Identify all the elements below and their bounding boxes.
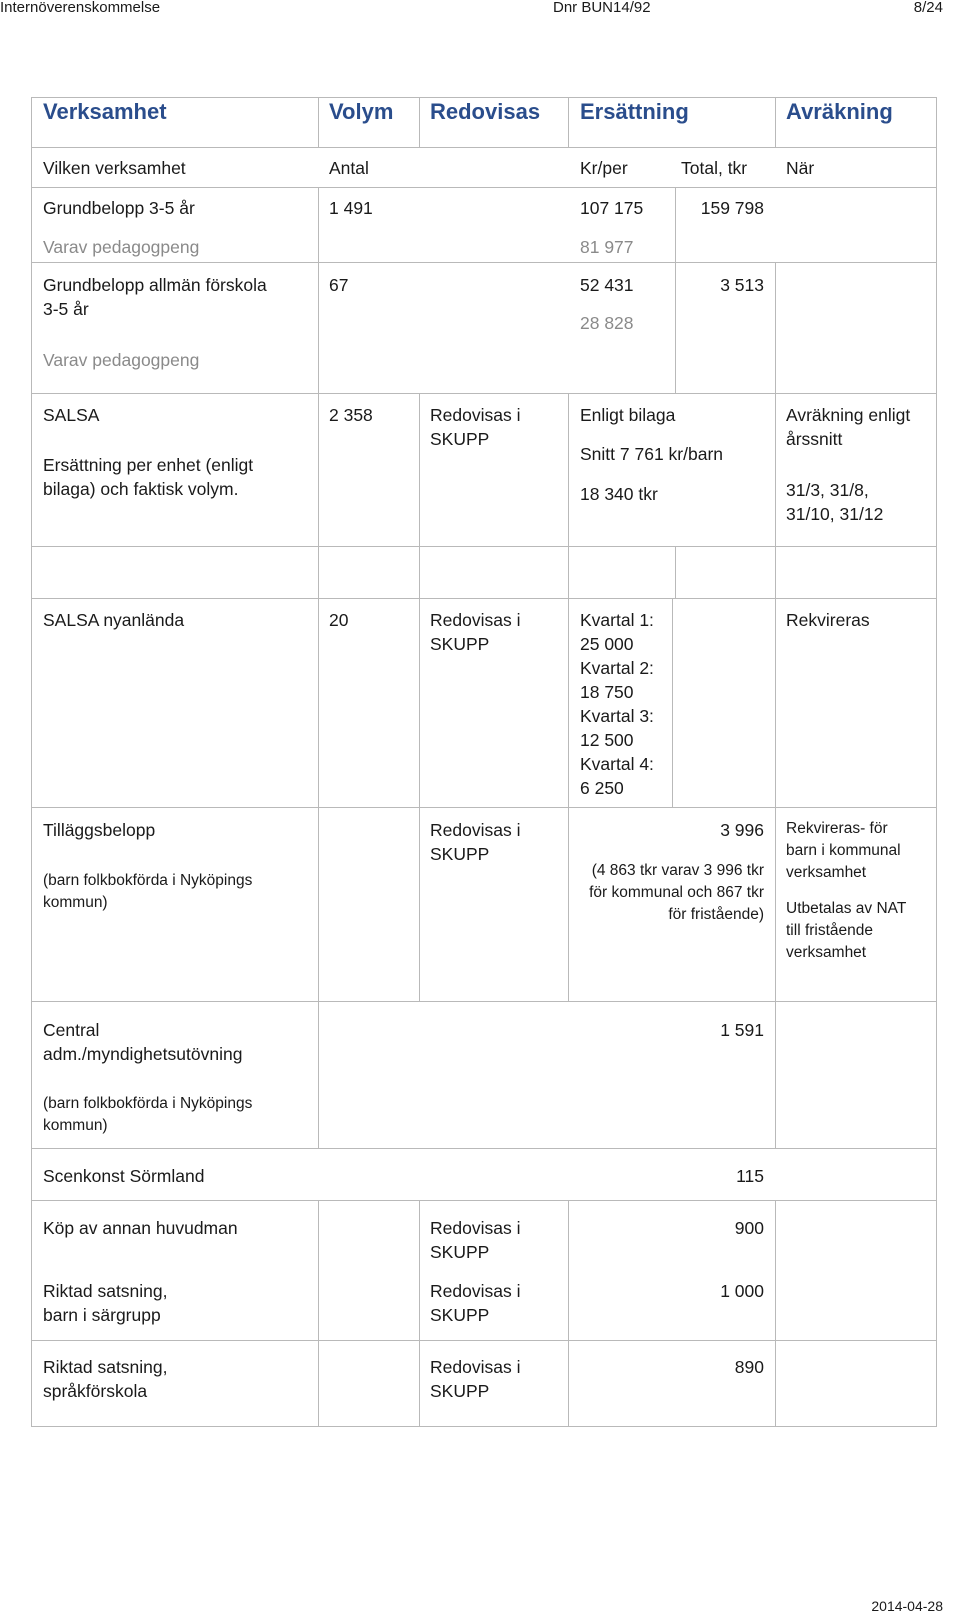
row-desc-tillaggsbelopp: (barn folkbokförda i Nyköpings	[43, 872, 253, 889]
cell-total: 3 513	[720, 275, 764, 295]
column-divider	[419, 98, 420, 148]
cell-total-note: för kommunal och 867 tkr	[589, 884, 764, 901]
cell-antal: 1 491	[329, 198, 373, 218]
cell-redovisas: Redovisas i	[430, 1218, 521, 1238]
cell-avrakning: 31/3, 31/8,	[786, 480, 869, 500]
subheader-total: Total, tkr	[681, 158, 748, 178]
row-sublabel-pedagogpeng: Varav pedagogpeng	[43, 350, 200, 370]
column-header-volym: Volym	[329, 99, 394, 124]
cell-krper: 107 175	[580, 198, 644, 218]
row-label-allman-forskola-age: 3-5 år	[43, 299, 89, 319]
row-label-riktad-sargrupp: barn i särgrupp	[43, 1305, 161, 1325]
cell-redovisas: Redovisas i	[430, 610, 521, 630]
cell-krper-pedagogpeng: 28 828	[580, 313, 634, 333]
row-desc-salsa: Ersättning per enhet (enligt	[43, 455, 254, 475]
cell-redovisas: SKUPP	[430, 1242, 490, 1262]
row-divider	[32, 1148, 937, 1149]
cell-total: 3 996	[720, 820, 764, 840]
kvartal-label: Kvartal 2:	[580, 658, 654, 678]
row-divider	[32, 1001, 937, 1002]
page-number: 8/24	[913, 0, 943, 16]
column-divider	[318, 98, 319, 148]
kvartal-value: 25 000	[580, 634, 634, 654]
row-divider	[32, 147, 937, 148]
column-divider	[318, 1001, 319, 1148]
column-divider	[675, 546, 676, 598]
cell-antal: 67	[329, 275, 349, 295]
cell-total-note: (4 863 tkr varav 3 996 tkr	[591, 862, 764, 879]
cell-total: 890	[734, 1357, 764, 1377]
column-divider	[775, 98, 776, 148]
cell-avrakning: årssnitt	[786, 429, 843, 449]
column-divider	[419, 807, 420, 1001]
subheader-verksamhet: Vilken verksamhet	[43, 158, 186, 178]
row-label-central: adm./myndighetsutövning	[43, 1044, 243, 1064]
cell-ersattning: 18 340 tkr	[580, 484, 658, 504]
cell-krper-pedagogpeng: 81 977	[580, 237, 634, 257]
cell-redovisas: SKUPP	[430, 1305, 490, 1325]
row-divider	[32, 546, 937, 547]
row-desc-salsa: bilaga) och faktisk volym.	[43, 479, 239, 499]
row-divider	[32, 1200, 937, 1201]
column-header-verksamhet: Verksamhet	[43, 99, 167, 124]
cell-avrakning: Avräkning enligt	[786, 405, 911, 425]
cell-total-note: för fristående)	[668, 906, 764, 923]
cell-redovisas: SKUPP	[430, 1381, 490, 1401]
kvartal-value: 6 250	[580, 778, 624, 798]
row-desc-tillaggsbelopp: kommun)	[43, 894, 108, 911]
column-header-redovisas: Redovisas	[430, 99, 541, 124]
column-divider	[568, 393, 569, 807]
cell-total: 1 000	[720, 1281, 764, 1301]
column-header-ersattning: Ersättning	[580, 99, 689, 124]
row-desc-central: (barn folkbokförda i Nyköpings	[43, 1095, 253, 1112]
cell-antal: 20	[329, 610, 349, 630]
cell-avrakning: verksamhet	[786, 864, 867, 881]
kvartal-value: 18 750	[580, 682, 634, 702]
kvartal-label: Kvartal 1:	[580, 610, 654, 630]
subheader-antal: Antal	[329, 158, 369, 178]
cell-avrakning: verksamhet	[786, 944, 867, 961]
column-divider	[775, 807, 776, 1001]
document-reference: Dnr BUN14/92	[553, 0, 651, 16]
cell-avrakning: Rekvireras	[786, 610, 870, 630]
column-divider	[318, 1200, 319, 1427]
cell-ersattning: Snitt 7 761 kr/barn	[580, 444, 723, 464]
row-divider	[32, 393, 937, 394]
cell-antal: 2 358	[329, 405, 373, 425]
row-divider	[32, 1340, 937, 1341]
subheader-krper: Kr/per	[580, 158, 628, 178]
column-divider	[775, 393, 776, 807]
cell-redovisas: Redovisas i	[430, 1357, 521, 1377]
document-title: Internöverenskommelse	[0, 0, 161, 16]
row-label-riktad-sprakforskola: språkförskola	[43, 1381, 148, 1401]
row-label-riktad-sargrupp: Riktad satsning,	[43, 1281, 168, 1301]
column-divider	[775, 1001, 776, 1148]
column-divider	[419, 393, 420, 807]
row-label-salsa-nyanlanda: SALSA nyanlända	[43, 610, 185, 630]
cell-krper: 52 431	[580, 275, 634, 295]
column-divider	[672, 598, 673, 807]
cell-avrakning: 31/10, 31/12	[786, 504, 884, 524]
cell-total: 115	[736, 1166, 764, 1186]
row-label-central: Central	[43, 1020, 100, 1040]
cell-redovisas: SKUPP	[430, 844, 490, 864]
row-label-kop-annan-huvudman: Köp av annan huvudman	[43, 1218, 238, 1238]
kvartal-value: 12 500	[580, 730, 634, 750]
column-header-avrakning: Avräkning	[786, 99, 893, 124]
column-divider	[568, 1200, 569, 1427]
cell-redovisas: Redovisas i	[430, 820, 521, 840]
cell-redovisas: SKUPP	[430, 634, 490, 654]
column-divider	[318, 187, 319, 393]
cell-total: 159 798	[700, 198, 764, 218]
row-label-salsa: SALSA	[43, 405, 100, 425]
column-divider	[568, 807, 569, 1001]
row-label-allman-forskola: Grundbelopp allmän förskola	[43, 275, 267, 295]
row-label-tillaggsbelopp: Tilläggsbelopp	[43, 820, 156, 840]
row-label-riktad-sprakforskola: Riktad satsning,	[43, 1357, 168, 1377]
subheader-nar: När	[786, 158, 815, 178]
column-divider	[775, 1200, 776, 1427]
kvartal-label: Kvartal 3:	[580, 706, 654, 726]
column-divider	[568, 98, 569, 148]
cell-total: 900	[734, 1218, 764, 1238]
row-divider	[32, 598, 937, 599]
cell-avrakning: barn i kommunal	[786, 842, 901, 859]
column-divider	[775, 262, 776, 393]
cell-redovisas: SKUPP	[430, 429, 490, 449]
row-divider	[32, 807, 937, 808]
column-divider	[419, 1200, 420, 1427]
cell-total: 1 591	[720, 1020, 764, 1040]
cell-avrakning: Rekvireras- för	[786, 820, 888, 837]
column-divider	[318, 393, 319, 807]
column-divider	[318, 807, 319, 1001]
row-divider	[32, 187, 937, 188]
document-date: 2014-04-28	[871, 1598, 943, 1614]
row-label-scenkonst: Scenkonst Sörmland	[43, 1166, 205, 1186]
row-label-grundbelopp: Grundbelopp 3-5 år	[43, 198, 195, 218]
cell-ersattning: Enligt bilaga	[580, 405, 676, 425]
row-desc-central: kommun)	[43, 1117, 108, 1134]
cell-avrakning: till fristående	[786, 922, 874, 939]
row-sublabel-pedagogpeng: Varav pedagogpeng	[43, 237, 200, 257]
cell-redovisas: Redovisas i	[430, 1281, 521, 1301]
kvartal-label: Kvartal 4:	[580, 754, 654, 774]
cell-redovisas: Redovisas i	[430, 405, 521, 425]
row-divider	[32, 262, 937, 263]
cell-avrakning: Utbetalas av NAT	[786, 900, 907, 917]
